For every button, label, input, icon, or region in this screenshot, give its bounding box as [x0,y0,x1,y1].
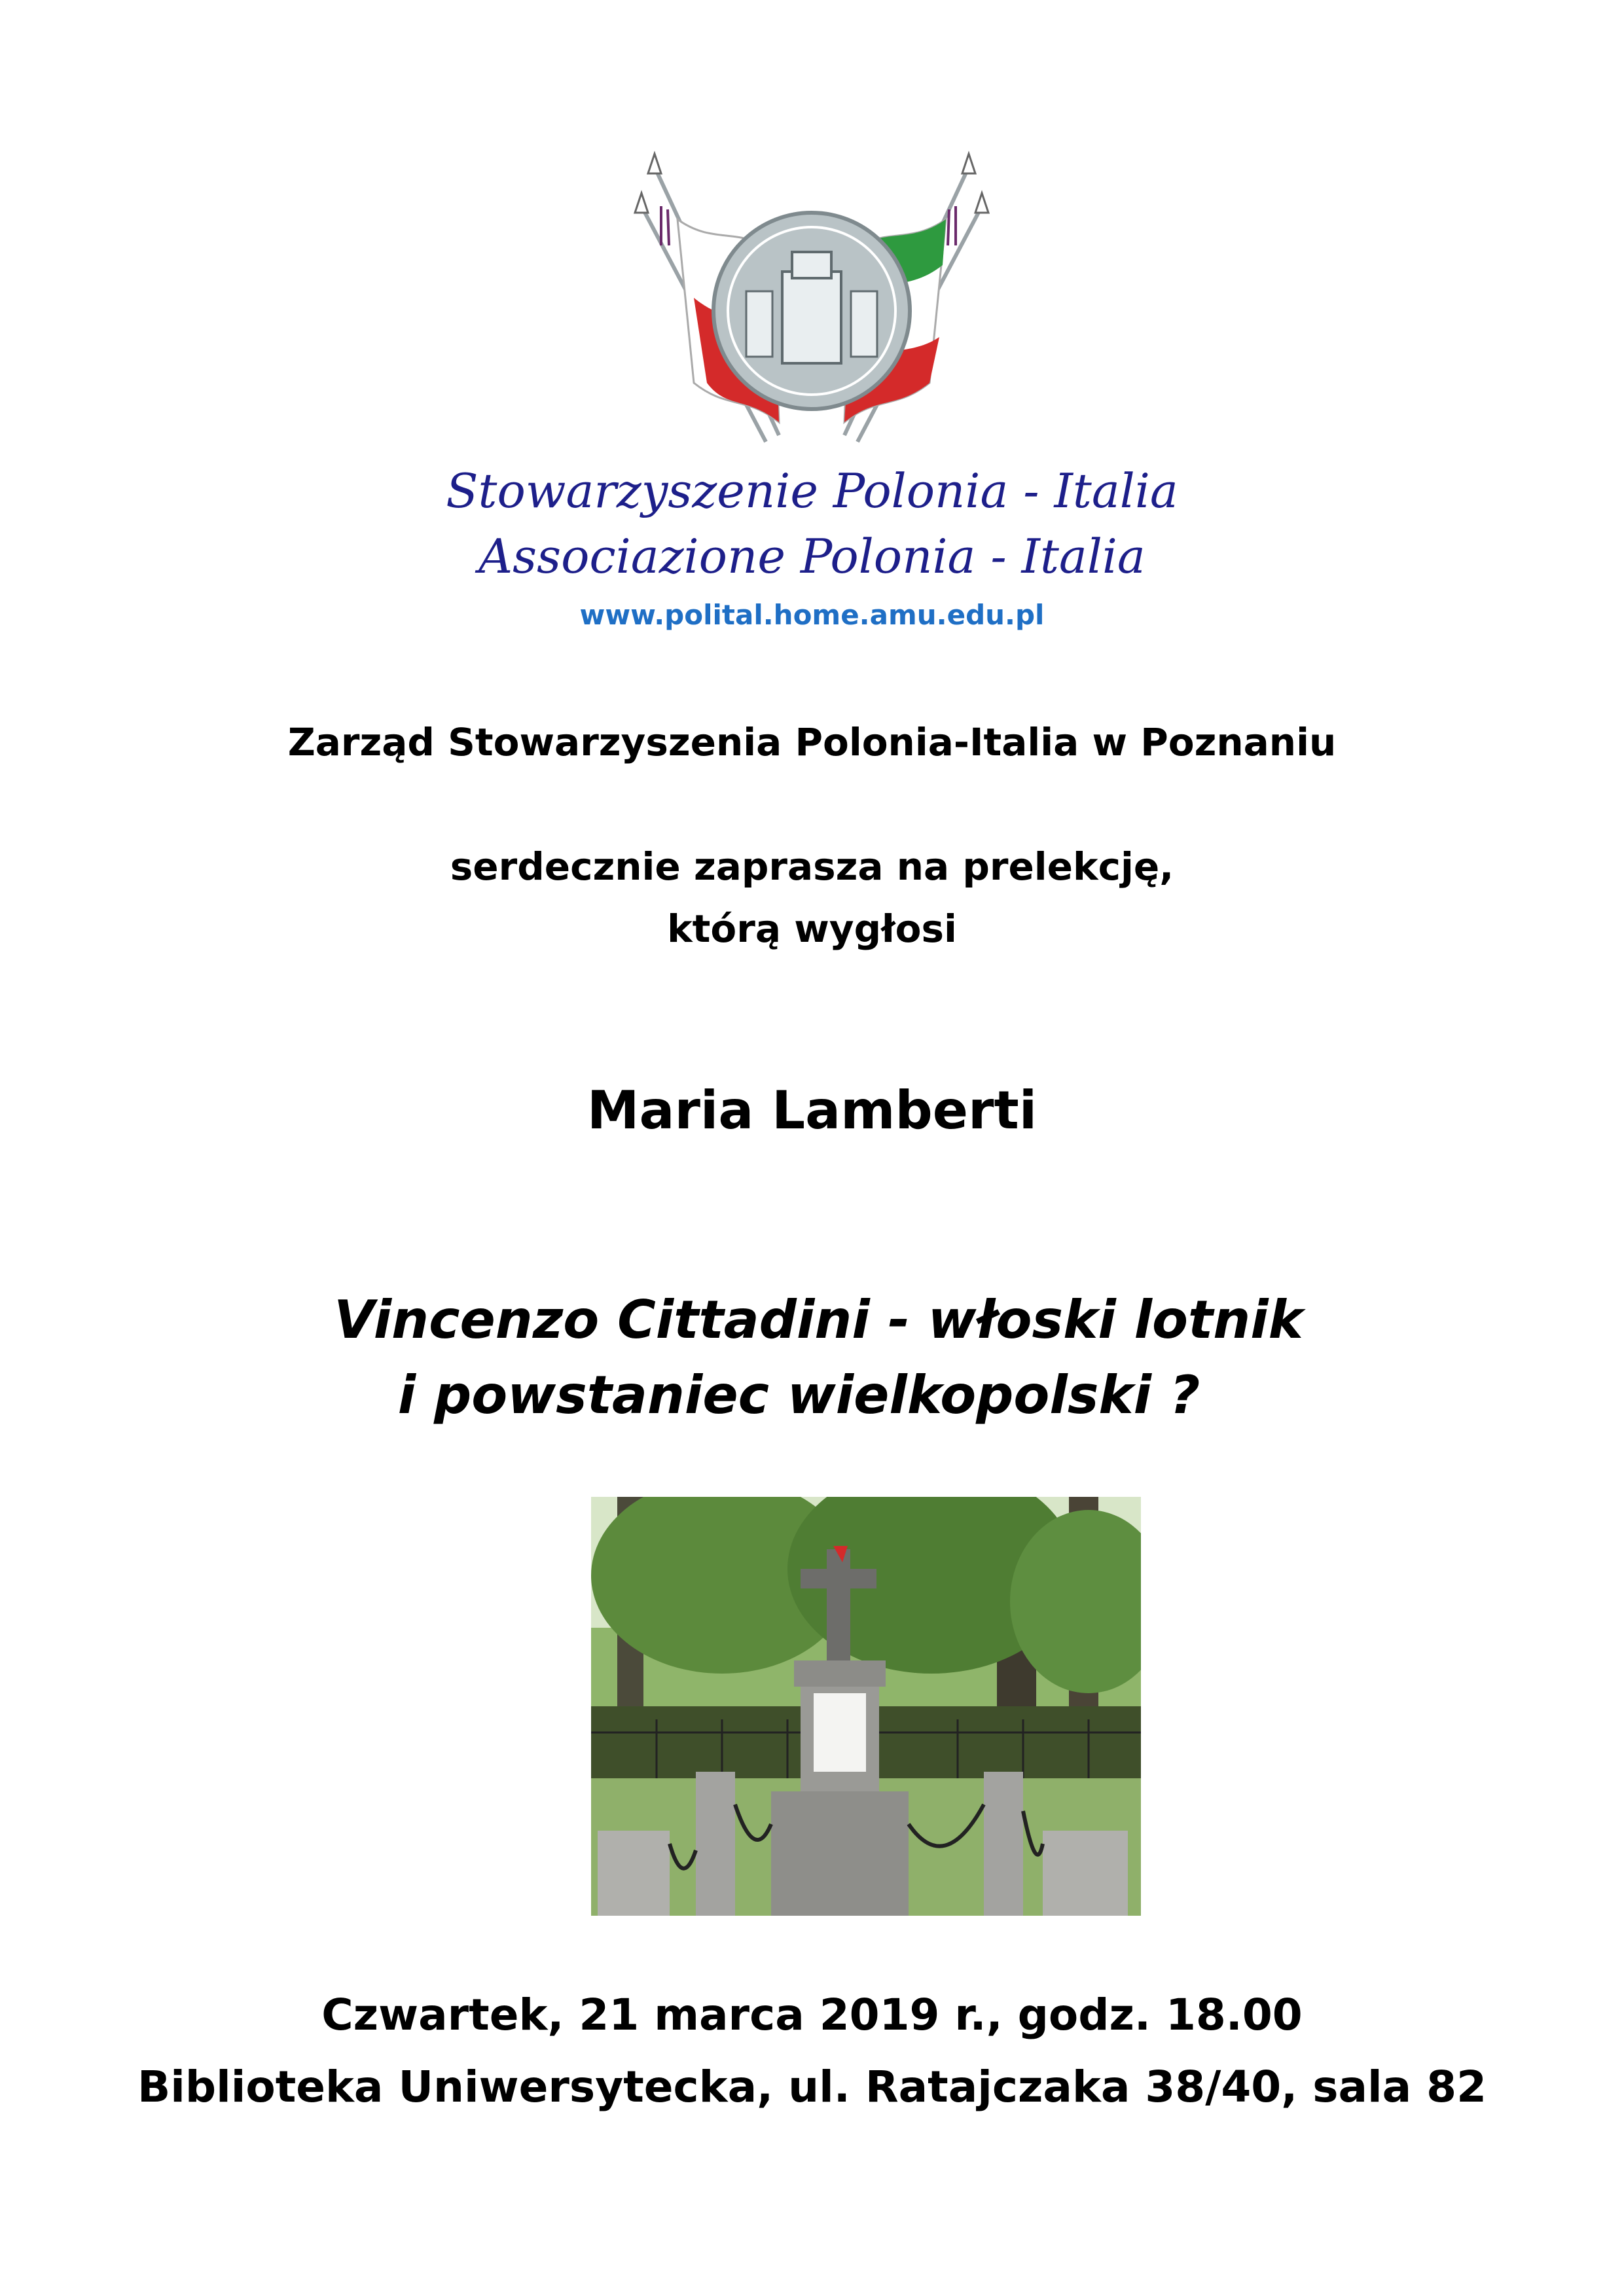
board-heading: Zarząd Stowarzyszenia Polonia-Italia w Poznaniu [287,720,1337,764]
event-date-time: Czwartek, 21 marca 2019 r., godz. 18.00 [321,1990,1303,2040]
lecture-title-line-1: Vincenzo Cittadini - włoski lotnik [334,1289,1303,1350]
association-logo [615,147,1008,455]
grave-monument-photo [591,1497,1141,1916]
website-link[interactable]: www.polital.home.amu.edu.pl [579,599,1045,631]
invitation-line-2: którą wygłosi [667,906,957,951]
event-location: Biblioteka Uniwersytecka, ul. Ratajczaka 38/40, sala 82 [137,2062,1487,2112]
invitation-line-1: serdecznie zaprasza na prelekcję, [450,844,1174,889]
org-name-italian: Associazione Polonia - Italia [478,529,1146,584]
speaker-name: Maria Lamberti [586,1080,1038,1141]
lecture-title-line-2: i powstaniec wielkopolski ? [397,1365,1200,1426]
org-name-polish: Stowarzyszenie Polonia - Italia [446,463,1178,518]
